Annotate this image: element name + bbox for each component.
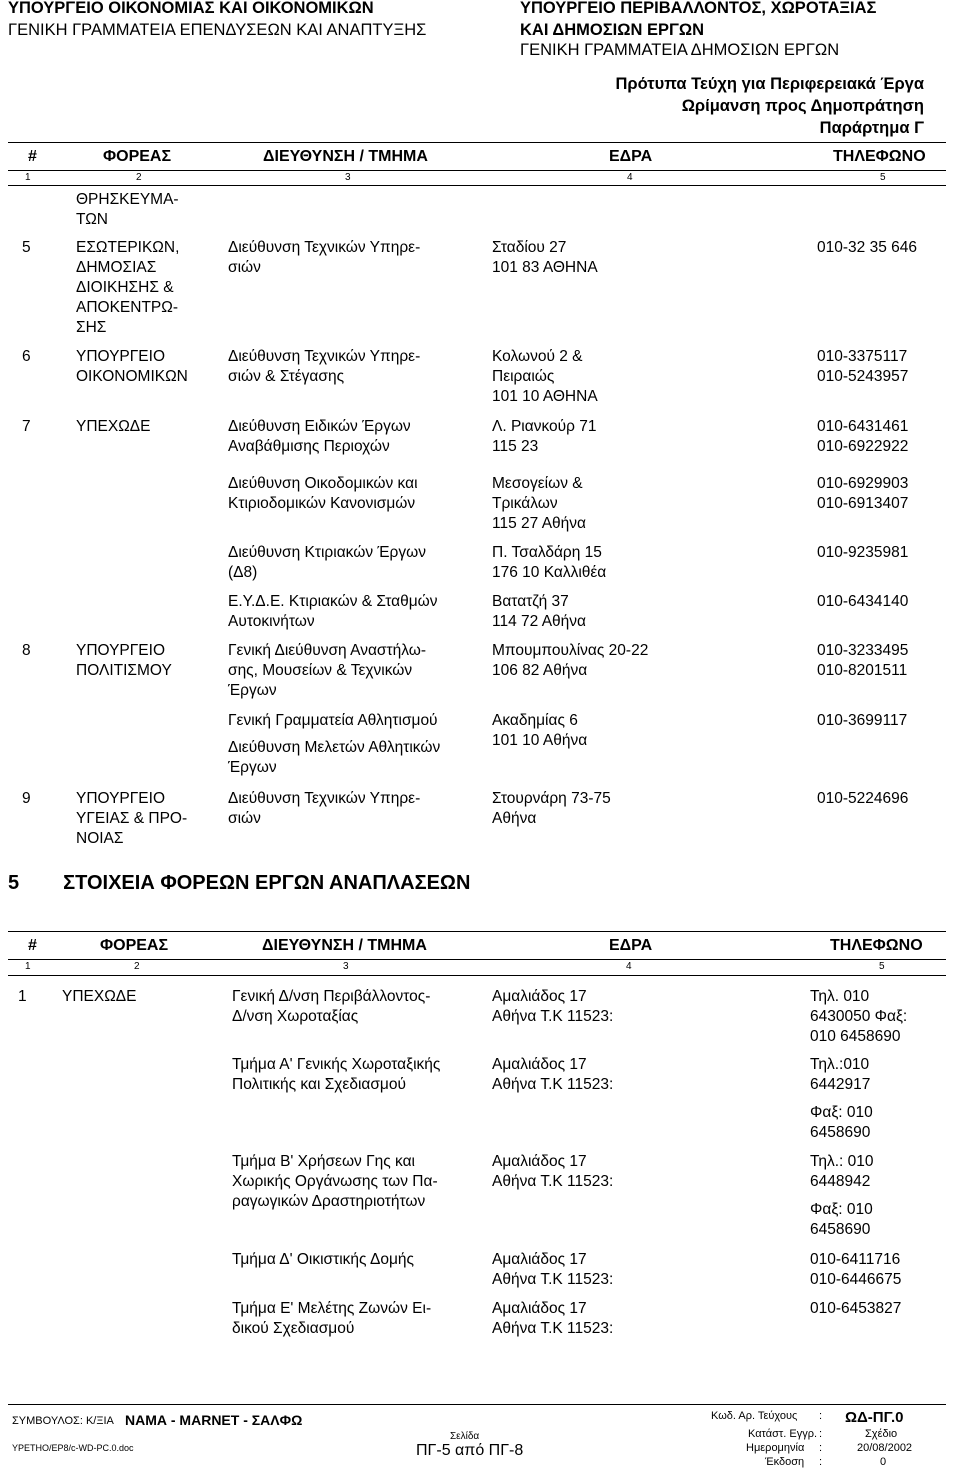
agency-cell: ΥΠΟΥΡΓΕΙΟ ΟΙΚΟΝΟΜΙΚΩΝ: [76, 348, 188, 385]
address-cell: Αμαλιάδος 17 Αθήνα Τ.Κ 11523:: [492, 1300, 614, 1337]
col-directorate-header: ΔΙΕΥΘΥΝΣΗ / ΤΜΗΜΑ: [262, 937, 427, 954]
address-cell: Στουρνάρη 73-75 Αθήνα: [492, 790, 611, 827]
col-index: 5: [880, 172, 886, 183]
section-number: 5: [8, 872, 20, 894]
phone-cell: 010-3699117: [817, 712, 908, 729]
row-number: 8: [22, 642, 31, 659]
directorate-cell: Γενική Διεύθυνση Αναστήλω- σης, Μουσείων & Τεχνικών Έργων: [228, 642, 426, 699]
directorate-cell: Τμήμα Β' Χρήσεων Γης και Χωρικής Οργάνωσης των Πα- ραγωγικών Δραστηριοτήτων: [232, 1153, 438, 1210]
col-index: 5: [879, 961, 885, 972]
phone-cell: Τηλ.:010 6442917: [810, 1056, 871, 1093]
directorate-cell: Διεύθυνση Τεχνικών Υπηρε- σιών: [228, 790, 421, 827]
col-index: 3: [343, 961, 349, 972]
agency-cell: ΥΠΕΧΩΔΕ: [62, 988, 137, 1005]
date-value: 20/08/2002: [857, 1442, 913, 1454]
directorate-cell: Διεύθυνση Κτιριακών Έργων (Δ8): [228, 544, 426, 581]
col-num-header: #: [28, 148, 37, 165]
agency-cell: ΥΠΟΥΡΓΕΙΟ ΠΟΛΙΤΙΣΜΟΥ: [76, 642, 172, 679]
status-value: Σχέδιο: [865, 1428, 898, 1440]
file-name: YPETHO/EP8/c-WD-PC.0.doc: [12, 1443, 134, 1453]
ministry-finance-title: ΥΠΟΥΡΓΕΙΟ ΟΙΚΟΝΟΜΙΑΣ ΚΑΙ ΟΙΚΟΝΟΜΙΚΩΝ: [8, 0, 374, 17]
row-number: 1: [18, 988, 27, 1005]
phone-cell: 010-6453827: [810, 1300, 902, 1317]
col-index: 3: [345, 172, 351, 183]
address-cell: Κολωνού 2 & Πειραιώς 101 10 ΑΘΗΝΑ: [492, 348, 598, 405]
directorate-cell: Τμήμα Δ' Οικιστικής Δομής: [232, 1251, 414, 1268]
phone-cell: Τηλ. 010 6430050 Φαξ: 010 6458690: [810, 988, 908, 1045]
col-directorate-header: ΔΙΕΥΘΥΝΣΗ / ΤΜΗΜΑ: [263, 148, 428, 165]
directorate-cell: Διεύθυνση Μελετών Αθλητικών Έργων: [228, 739, 441, 776]
phone-cell: 010-3375117 010-5243957: [817, 348, 909, 385]
address-cell: Αμαλιάδος 17 Αθήνα Τ.Κ 11523:: [492, 1056, 614, 1093]
col-address-header: ΕΔΡΑ: [609, 148, 653, 165]
fax-cell: Φαξ: 010 6458690: [810, 1201, 873, 1238]
col-num-header: #: [28, 937, 37, 954]
address-cell: Αμαλιάδος 17 Αθήνα Τ.Κ 11523:: [492, 1153, 614, 1190]
address-cell: Αμαλιάδος 17 Αθήνα Τ.Κ 11523:: [492, 1251, 614, 1288]
header-rule: [8, 959, 946, 960]
fax-cell: Φαξ: 010 6458690: [810, 1104, 873, 1141]
doc-title-line-1: Πρότυπα Τεύχη για Περιφερειακά Έργα: [615, 75, 924, 93]
doc-title-line-3: Παράρτημα Γ: [819, 119, 924, 137]
directorate-cell: Ε.Υ.Δ.Ε. Κτιριακών & Σταθμών Αυτοκινήτων: [228, 593, 438, 630]
col-address-header: ΕΔΡΑ: [609, 937, 653, 954]
agency-cell: ΥΠΟΥΡΓΕΙΟ ΥΓΕΙΑΣ & ΠΡΟ- ΝΟΙΑΣ: [76, 790, 188, 847]
directorate-cell: Γενική Δ/νση Περιβάλλοντος- Δ/νση Χωροταξίας: [232, 988, 431, 1025]
col-index: 4: [627, 172, 633, 183]
edition-value: 0: [880, 1456, 887, 1468]
date-label: Ημερομηνία: [746, 1442, 805, 1454]
col-agency-header: ΦΟΡΕΑΣ: [103, 148, 172, 165]
phone-cell: 010-6434140: [817, 593, 909, 610]
header-rule: [8, 142, 946, 143]
row-number: 6: [22, 348, 31, 365]
ministry-environment-title-2: ΚΑΙ ΔΗΜΟΣΙΩΝ ΕΡΓΩΝ: [520, 21, 705, 39]
row-number: 9: [22, 790, 31, 807]
address-cell: Μεσογείων & Τρικάλων 115 27 Αθήνα: [492, 475, 586, 532]
directorate-cell: Διεύθυνση Οικοδομικών και Κτιριοδομικών Κανονισμών: [228, 475, 418, 512]
directorate-cell: Τμήμα Ε' Μελέτης Ζωνών Ει- δικού Σχεδιασμού: [232, 1300, 432, 1337]
address-cell: Ακαδημίας 6 101 10 Αθήνα: [492, 712, 588, 749]
col-index: 2: [136, 172, 142, 183]
section-title: ΣΤΟΙΧΕΙΑ ΦΟΡΕΩΝ ΕΡΓΩΝ ΑΝΑΠΛΑΣΕΩΝ: [63, 872, 471, 894]
colon: :: [819, 1442, 823, 1454]
code-label: Κωδ. Αρ. Τεύχους: [711, 1410, 798, 1422]
footer-rule: [8, 1404, 946, 1405]
status-label: Κατάστ. Εγγρ.: [748, 1428, 818, 1440]
colon: :: [819, 1410, 823, 1422]
address-cell: Π. Τσαλδάρη 15 176 10 Καλλιθέα: [492, 544, 607, 581]
ministry-environment-subtitle: ΓΕΝΙΚΗ ΓΡΑΜΜΑΤΕΙΑ ΔΗΜΟΣΙΩΝ ΕΡΓΩΝ: [520, 41, 840, 59]
phone-cell: 010-3233495 010-8201511: [817, 642, 909, 679]
col-phone-header: ΤΗΛΕΦΩΝΟ: [833, 148, 926, 165]
edition-label: Έκδοση: [765, 1456, 805, 1468]
phone-cell: 010-6929903 010-6913407: [817, 475, 909, 512]
col-phone-header: ΤΗΛΕΦΩΝΟ: [830, 937, 923, 954]
address-cell: Σταδίου 27 101 83 ΑΘΗΝΑ: [492, 239, 598, 276]
phone-cell: 010-6431461 010-6922922: [817, 418, 909, 455]
section-heading: [8, 872, 470, 895]
row-number: 5: [22, 239, 31, 256]
phone-cell: 010-9235981: [817, 544, 909, 561]
phone-cell: 010-6411716 010-6446675: [810, 1251, 902, 1288]
agency-cell: ΘΡΗΣΚΕΥΜΑ- ΤΩΝ: [76, 191, 179, 228]
col-index: 1: [25, 172, 31, 183]
header-rule: [8, 975, 946, 976]
col-index: 4: [626, 961, 632, 972]
directorate-cell: Διεύθυνση Τεχνικών Υπηρε- σιών & Στέγασης: [228, 348, 421, 385]
ministry-finance-subtitle: ΓΕΝΙΚΗ ΓΡΑΜΜΑΤΕΙΑ ΕΠΕΝΔΥΣΕΩΝ ΚΑΙ ΑΝΑΠΤΥΞΗΣ: [8, 21, 427, 39]
address-cell: Μπουμπουλίνας 20-22 106 82 Αθήνα: [492, 642, 649, 679]
phone-cell: 010-5224696: [817, 790, 909, 807]
row-number: 7: [22, 418, 31, 435]
agency-cell: ΕΣΩΤΕΡΙΚΩΝ, ΔΗΜΟΣΙΑΣ ΔΙΟΙΚΗΣΗΣ & ΑΠΟΚΕΝΤΡΩ- ΣΗΣ: [76, 239, 180, 336]
directorate-cell: Διεύθυνση Ειδικών Έργων Αναβάθμισης Περιοχών: [228, 418, 411, 455]
advisor-name: ΝΑΜΑ - MARNET - ΣΑΛΦΩ: [125, 1412, 303, 1428]
header-rule: [8, 185, 946, 186]
header-rule: [8, 931, 946, 932]
phone-cell: 010-32 35 646: [817, 239, 917, 256]
doc-title-line-2: Ωρίμανση προς Δημοπράτηση: [681, 97, 924, 115]
directorate-cell: Διεύθυνση Τεχνικών Υπηρε- σιών: [228, 239, 421, 276]
phone-cell: Τηλ.: 010 6448942: [810, 1153, 874, 1190]
header-rule: [8, 170, 946, 171]
address-cell: Λ. Ριανκούρ 71 115 23: [492, 418, 597, 455]
page-value: ΠΓ-5 από ΠΓ-8: [416, 1442, 524, 1459]
directorate-cell: Τμήμα Α' Γενικής Χωροταξικής Πολιτικής και Σχεδιασμού: [232, 1056, 441, 1093]
agency-cell: ΥΠΕΧΩΔΕ: [76, 418, 151, 435]
code-value: ΩΔ-ΠΓ.0: [845, 1409, 904, 1426]
col-agency-header: ΦΟΡΕΑΣ: [100, 937, 169, 954]
ministry-environment-title-1: ΥΠΟΥΡΓΕΙΟ ΠΕΡΙΒΑΛΛΟΝΤΟΣ, ΧΩΡΟΤΑΞΙΑΣ: [520, 0, 877, 17]
advisor-label: ΣΥΜΒΟΥΛΟΣ: Κ/ΞΙΑ: [12, 1415, 114, 1427]
colon: :: [819, 1456, 823, 1468]
colon: :: [819, 1428, 823, 1440]
page-label: Σελίδα: [450, 1431, 480, 1442]
col-index: 2: [134, 961, 140, 972]
col-index: 1: [25, 961, 31, 972]
address-cell: Αμαλιάδος 17 Αθήνα Τ.Κ 11523:: [492, 988, 614, 1025]
directorate-cell: Γενική Γραμματεία Αθλητισμού: [228, 712, 438, 729]
address-cell: Βατατζή 37 114 72 Αθήνα: [492, 593, 586, 630]
